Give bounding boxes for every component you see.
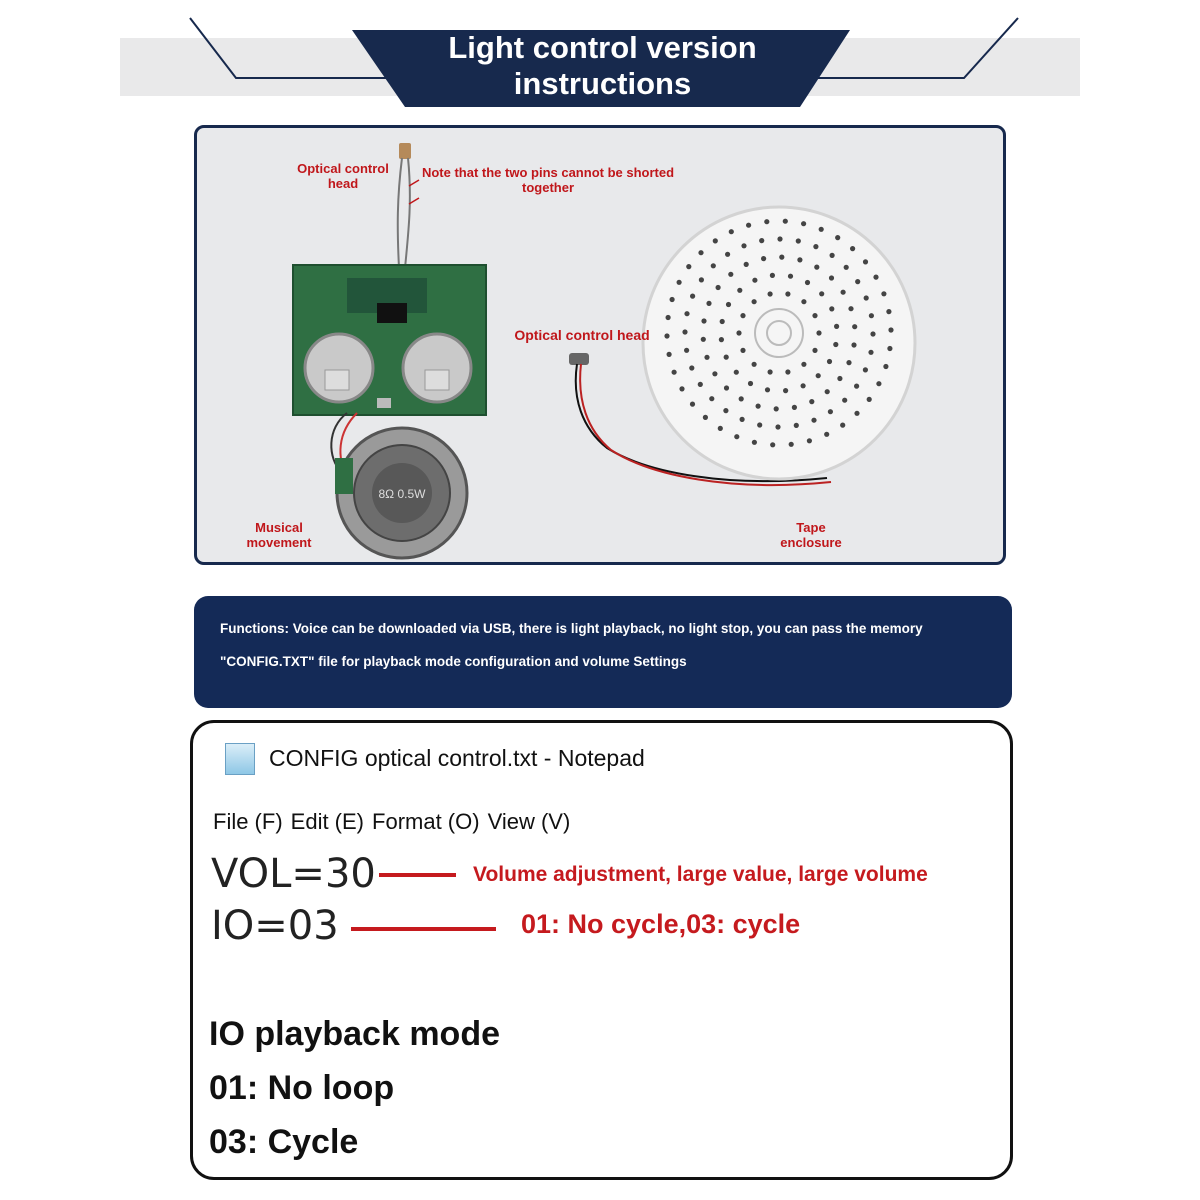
menu-bar [213,809,570,835]
config-line-vol: VOL=30 [211,851,376,897]
speaker-hole [703,415,708,420]
speaker-hole [706,301,711,306]
speaker-hole [756,404,761,409]
speaker-hole [840,423,845,428]
speaker-hole [736,330,741,335]
speaker-hole [876,381,881,386]
speaker-hole [794,423,799,428]
speaker-hole [689,365,694,370]
product-photo-panel [194,125,1006,565]
speaker-hole [720,319,725,324]
speaker-hole [850,246,855,251]
speaker-hole [684,311,689,316]
speaker-hole [723,408,728,413]
speaker-hole [837,376,842,381]
speaker-hole [854,411,859,416]
config-line-io: IO=03 [211,903,339,949]
speaker-hole [713,238,718,243]
speaker-hole [829,306,834,311]
functions-panel [194,596,1012,708]
speaker-hole [805,280,810,285]
speaker-hole [739,396,744,401]
speaker-hole [783,219,788,224]
speaker-hole [690,294,695,299]
label-optical-head-top: Optical control head [297,161,389,191]
speaker-hole [814,265,819,270]
speaker-hole [774,406,779,411]
photoresistor-top [399,143,411,159]
speaker-hole [701,337,706,342]
speaker-hole [699,277,704,282]
io-pointer-line [351,927,496,931]
speaker-hole [801,362,806,367]
speaker-hole [677,280,682,285]
speaker-hole [761,256,766,261]
speaker-hole [752,440,757,445]
speaker-hole [812,313,817,318]
functions-line-1: Functions: Voice can be downloaded via USB, there is light playback, no light stop, you can pass the memory [220,621,923,636]
speaker-hole [682,329,687,334]
speaker-hole [746,223,751,228]
menu-edit[interactable]: Edit (E) [290,809,365,834]
speaker-hole [775,424,780,429]
speaker-hole [863,367,868,372]
speaker-hole [740,313,745,318]
speaker-hole [672,370,677,375]
speaker-hole [870,331,875,336]
menu-format[interactable]: Format (O) [372,809,480,834]
menu-view[interactable]: View (V) [487,809,571,834]
menu-file[interactable]: File (F) [213,809,283,834]
speaker-hole [765,387,770,392]
speaker-hole [888,327,893,332]
speaker-hole [734,370,739,375]
speaker-hole [759,238,764,243]
speaker-hole [667,352,672,357]
speaker-hole [768,291,773,296]
speaker-hole [886,309,891,314]
speaker-hole [824,432,829,437]
mode-title: IO playback mode [209,1015,500,1053]
coin-battery-left [305,334,373,402]
speaker-hole [764,219,769,224]
speaker-hole [796,238,801,243]
speaker-hole [684,348,689,353]
title-line-2: instructions [513,66,692,101]
speaker-hole [881,291,886,296]
speaker-hole [719,337,724,342]
speaker-hole [854,384,859,389]
speaker-hole [770,273,775,278]
speaker-hole [740,348,745,353]
speaker-hole [725,252,730,257]
speaker-hole [785,291,790,296]
tape-enclosure-disc [643,207,915,479]
speaker-hole [690,402,695,407]
speaker-hole [698,250,703,255]
speaker-hole [792,405,797,410]
functions-line-2: "CONFIG.TXT" file for playback mode configuration and volume Settings [220,654,687,669]
speaker-hole [819,291,824,296]
speaker-hole [711,263,716,268]
speaker-hole [852,324,857,329]
speaker-hole [816,373,821,378]
speaker-hole [779,255,784,260]
speaker-hole [868,350,873,355]
speaker-hole [785,369,790,374]
speaker-hole [846,360,851,365]
page-title [405,30,800,102]
mode-01: 01: No loop [209,1069,395,1107]
speaker-hole [819,227,824,232]
speaker-hole [664,333,669,338]
speaker-hole [789,442,794,447]
speaker-hole [841,290,846,295]
speaker-hole [864,295,869,300]
notepad-window-title: CONFIG optical control.txt - Notepad [269,745,645,771]
speaker-hole [734,434,739,439]
vol-pointer-line [379,873,456,877]
speaker-hole [752,278,757,283]
speaker-hole [729,229,734,234]
speaker-hole [777,236,782,241]
speaker-hole [801,383,806,388]
speaker-hole [867,397,872,402]
speaker-hole [883,364,888,369]
speaker-hole [666,315,671,320]
speaker-hole [830,253,835,258]
speaker-hole [863,259,868,264]
speaker-hole [842,398,847,403]
speaker-hole [873,275,878,280]
coin-battery-right [403,334,471,402]
speaker-hole [709,396,714,401]
speaker-hole [704,355,709,360]
speaker-hole [752,299,757,304]
notepad-panel [190,720,1013,1180]
speaker-hole [887,346,892,351]
speaker-hole [718,426,723,431]
speaker-hole [807,438,812,443]
notepad-icon [225,743,255,775]
title-line-1: Light control version [448,30,757,65]
label-tape-enclosure: Tape enclosure [780,520,842,550]
speaker-hole [728,272,733,277]
speaker-hole [869,313,874,318]
speaker-hole [724,385,729,390]
speaker-hole [712,371,717,376]
speaker-hole [809,399,814,404]
speaker-hole [801,221,806,226]
mode-03: 03: Cycle [209,1123,359,1161]
speaker-hole [833,342,838,347]
label-optical-head: Optical control head [514,327,650,343]
speaker-hole [686,264,691,269]
speaker-hole [716,285,721,290]
speaker-hole [752,362,757,367]
speaker-hole [851,342,856,347]
label-musical-movement: Musical movement [246,520,312,550]
speaker-marking: 8Ω 0.5W [378,487,426,501]
speaker-hole [748,381,753,386]
speaker-hole [811,418,816,423]
speaker-hole [797,257,802,262]
speaker-hole [744,262,749,267]
speaker-hole [829,275,834,280]
speaker-hole [816,330,821,335]
speaker-hole [740,417,745,422]
speaker-hole [848,306,853,311]
speaker-hole [827,359,832,364]
speaker-hole [844,265,849,270]
annotation-vol: Volume adjustment, large value, large volume [473,863,928,886]
photoresistor-mid [569,353,589,365]
speaker-hole [828,409,833,414]
speaker-hole [741,243,746,248]
speaker-hole [670,297,675,302]
speaker-hole [737,288,742,293]
speaker-hole [757,422,762,427]
speaker-hole [812,348,817,353]
speaker-hole [768,369,773,374]
annotation-io: 01: No cycle,03: cycle [521,909,801,939]
speaker-hole [813,244,818,249]
label-pin-note: Note that the two pins cannot be shorted together [421,165,675,195]
speaker-hole [801,299,806,304]
speaker-hole [726,302,731,307]
speaker-hole [788,274,793,279]
speaker-hole [770,442,775,447]
speaker-hole [679,386,684,391]
speaker-hole [724,355,729,360]
speaker-hole [834,324,839,329]
speaker-hole [855,279,860,284]
speaker-hole [783,388,788,393]
speaker-hole [698,382,703,387]
speaker-hole [835,235,840,240]
speaker-hole [701,318,706,323]
speaker-hole [825,389,830,394]
